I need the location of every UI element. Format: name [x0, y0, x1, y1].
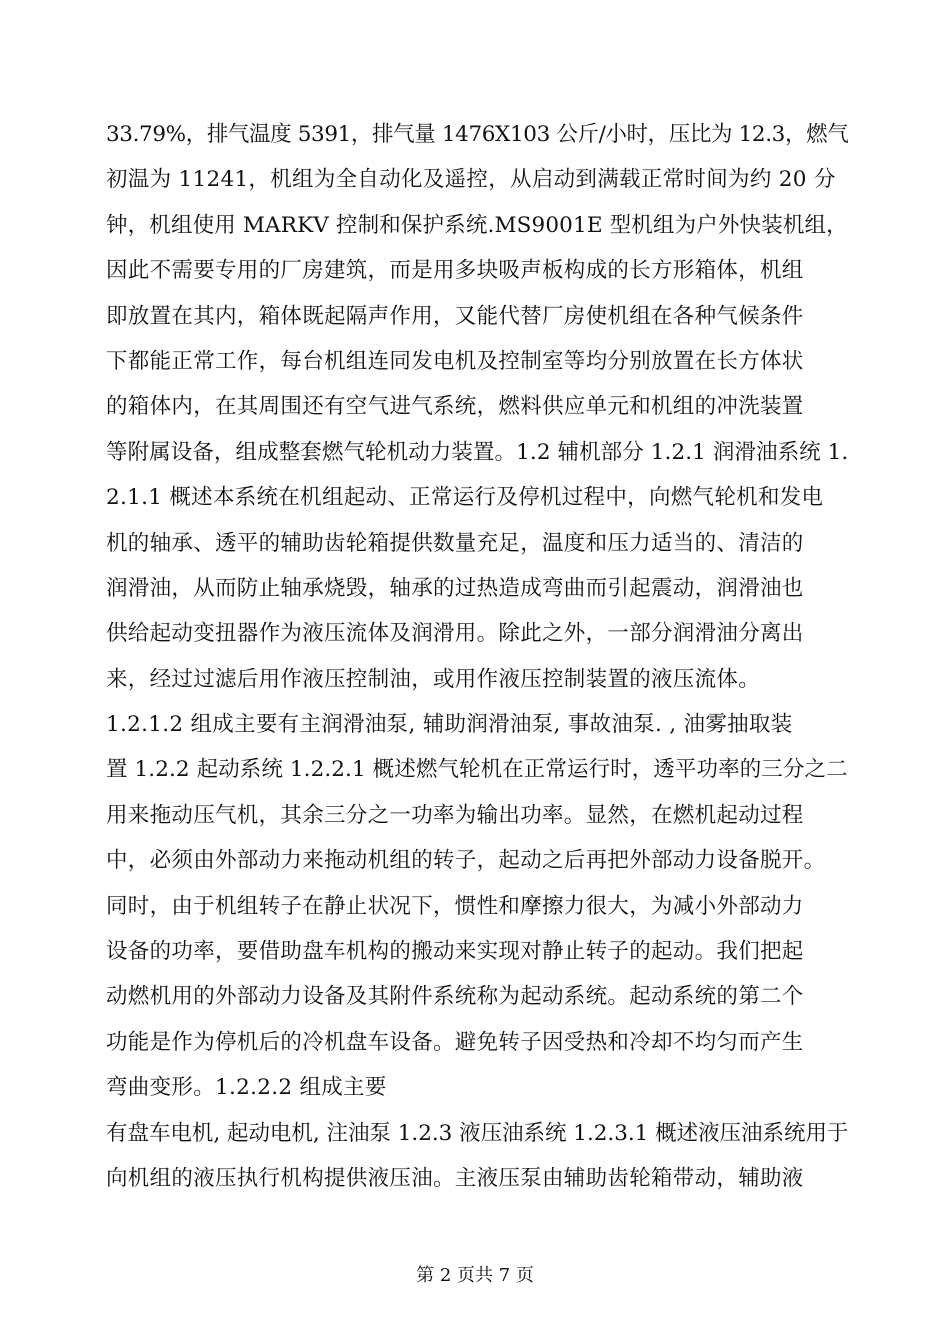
text-line: 2.1.1 概述本系统在机组起动、正常运行及停机过程中，向燃气轮机和发电 [106, 485, 824, 511]
text-line: 33.79%，排气温度 5391，排气量 1476X103 公斤/小时，压比为 12.3，燃气 [106, 122, 849, 147]
page-footer [0, 1263, 950, 1289]
text-line: 中，必须由外部动力来拖动机组的转子，起动之后再把外部动力设备脱开。 [106, 848, 826, 874]
text-line: 1.2.1.2 组成主要有主润滑油泵, 辅助润滑油泵, 事故油泵. , 油雾抽取装 [106, 712, 793, 738]
text-line: 即放置在其内，箱体既起隔声作用，又能代替厂房使机组在各种气候条件 [106, 303, 804, 329]
text-line: 的箱体内，在其周围还有空气进气系统，燃料供应单元和机组的冲洗装置 [106, 394, 804, 420]
text-line: 用来拖动压气机，其余三分之一功率为输出功率。显然，在燃机起动过程 [106, 802, 804, 828]
text-line: 等附属设备，组成整套燃气轮机动力装置。1.2 辅机部分 1.2.1 润滑油系统 1. [106, 439, 849, 465]
text-line: 有盘车电机, 起动电机, 注油泵 1.2.3 液压油系统 1.2.3.1 概述液压油系统用于 [106, 1120, 849, 1146]
text-line: 下都能正常工作，每台机组连同发电机及控制室等均分别放置在长方体状 [106, 348, 804, 374]
text-line: 动燃机用的外部动力设备及其附件系统称为起动系统。起动系统的第二个 [106, 984, 804, 1010]
text-line: 向机组的液压执行机构提供液压油。主液压泵由辅助齿轮箱带动，辅助液 [106, 1165, 804, 1191]
text-line: 来，经过过滤后用作液压控制油，或用作液压控制装置的液压流体。 [106, 666, 761, 692]
text-line: 机的轴承、透平的辅助齿轮箱提供数量充足，温度和压力适当的、清洁的 [106, 530, 804, 556]
text-line: 设备的功率，要借助盘车机构的搬动来实现对静止转子的起动。我们把起 [106, 939, 804, 965]
page-number: 第 2 页共 7 页 [416, 1265, 534, 1286]
body-text [106, 112, 849, 1201]
text-line: 弯曲变形。1.2.2.2 组成主要 [106, 1075, 387, 1101]
text-line: 钟，机组使用 MARKV 控制和保护系统.MS9001E 型机组为户外快装机组， [106, 212, 848, 238]
text-line: 初温为 11241，机组为全自动化及遥控，从启动到满载正常时间为约 20 分 [106, 167, 836, 193]
text-line: 同时，由于机组转子在静止状况下，惯性和摩擦力很大，为减小外部动力 [106, 893, 804, 919]
text-line: 置 1.2.2 起动系统 1.2.2.1 概述燃气轮机在正常运行时，透平功率的三分之二 [106, 757, 848, 783]
text-line: 润滑油，从而防止轴承烧毁，轴承的过热造成弯曲而引起震动，润滑油也 [106, 575, 804, 601]
text-line: 功能是作为停机后的冷机盘车设备。避免转子因受热和冷却不均匀而产生 [106, 1029, 804, 1055]
text-line: 供给起动变扭器作为液压流体及润滑用。除此之外，一部分润滑油分离出 [106, 621, 804, 647]
text-line: 因此不需要专用的厂房建筑，而是用多块吸声板构成的长方形箱体，机组 [106, 258, 804, 284]
